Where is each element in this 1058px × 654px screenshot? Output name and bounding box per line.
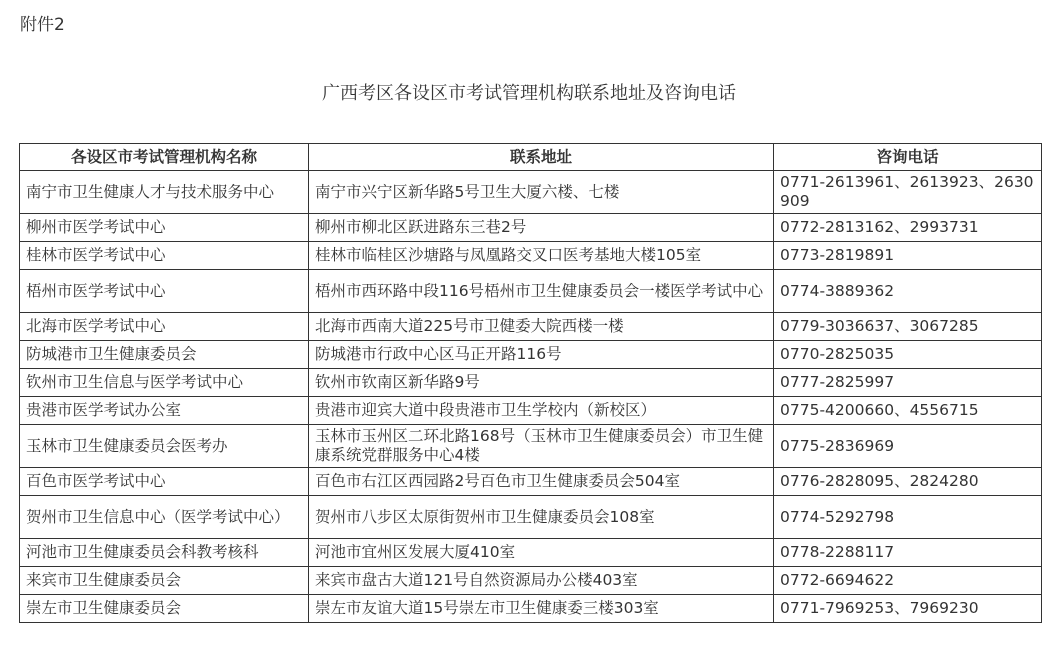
agency-name-cell: 柳州市医学考试中心 — [20, 214, 309, 242]
address-cell: 来宾市盘古大道121号自然资源局办公楼403室 — [309, 567, 774, 595]
agency-name-cell: 贵港市医学考试办公室 — [20, 397, 309, 425]
address-cell: 柳州市柳北区跃进路东三巷2号 — [309, 214, 774, 242]
agency-name-cell: 来宾市卫生健康委员会 — [20, 567, 309, 595]
attachment-label: 附件2 — [20, 15, 65, 35]
table-row — [20, 171, 1042, 214]
phone-cell: 0771-2613961、2613923、2630909 — [774, 171, 1042, 214]
agency-name-cell: 百色市医学考试中心 — [20, 468, 309, 496]
address-cell: 防城港市行政中心区马正开路116号 — [309, 341, 774, 369]
table-row — [20, 425, 1042, 468]
phone-cell: 0770-2825035 — [774, 341, 1042, 369]
phone-cell: 0778-2288117 — [774, 539, 1042, 567]
agency-name-cell: 防城港市卫生健康委员会 — [20, 341, 309, 369]
table-header-row — [20, 144, 1042, 171]
agency-name-cell: 崇左市卫生健康委员会 — [20, 595, 309, 623]
address-cell: 南宁市兴宁区新华路5号卫生大厦六楼、七楼 — [309, 171, 774, 214]
phone-cell: 0775-4200660、4556715 — [774, 397, 1042, 425]
address-cell: 贺州市八步区太原街贺州市卫生健康委员会108室 — [309, 496, 774, 539]
phone-cell: 0779-3036637、3067285 — [774, 313, 1042, 341]
address-cell: 百色市右江区西园路2号百色市卫生健康委员会504室 — [309, 468, 774, 496]
table-row — [20, 242, 1042, 270]
phone-cell: 0771-7969253、7969230 — [774, 595, 1042, 623]
table-row — [20, 369, 1042, 397]
agency-name-cell: 河池市卫生健康委员会科教考核科 — [20, 539, 309, 567]
table-row — [20, 270, 1042, 313]
table-row — [20, 341, 1042, 369]
document-title: 广西考区各设区市考试管理机构联系地址及咨询电话 — [322, 83, 736, 104]
agency-name-cell: 贺州市卫生信息中心（医学考试中心） — [20, 496, 309, 539]
agency-name-cell: 钦州市卫生信息与医学考试中心 — [20, 369, 309, 397]
address-cell: 北海市西南大道225号市卫健委大院西楼一楼 — [309, 313, 774, 341]
header-agency-name: 各设区市考试管理机构名称 — [20, 144, 309, 171]
header-address: 联系地址 — [309, 144, 774, 171]
table-row — [20, 496, 1042, 539]
agency-name-cell: 梧州市医学考试中心 — [20, 270, 309, 313]
header-phone: 咨询电话 — [774, 144, 1042, 171]
phone-cell: 0772-6694622 — [774, 567, 1042, 595]
address-cell: 桂林市临桂区沙塘路与凤凰路交叉口医考基地大楼105室 — [309, 242, 774, 270]
table-row — [20, 468, 1042, 496]
address-cell: 梧州市西环路中段116号梧州市卫生健康委员会一楼医学考试中心 — [309, 270, 774, 313]
table-row — [20, 595, 1042, 623]
agency-name-cell: 南宁市卫生健康人才与技术服务中心 — [20, 171, 309, 214]
agency-name-cell: 玉林市卫生健康委员会医考办 — [20, 425, 309, 468]
table-row — [20, 567, 1042, 595]
phone-cell: 0773-2819891 — [774, 242, 1042, 270]
agency-name-cell: 北海市医学考试中心 — [20, 313, 309, 341]
address-cell: 河池市宜州区发展大厦410室 — [309, 539, 774, 567]
phone-cell: 0775-2836969 — [774, 425, 1042, 468]
table-row — [20, 313, 1042, 341]
table-row — [20, 397, 1042, 425]
phone-cell: 0777-2825997 — [774, 369, 1042, 397]
table-row — [20, 214, 1042, 242]
address-cell: 崇左市友谊大道15号崇左市卫生健康委三楼303室 — [309, 595, 774, 623]
address-cell: 钦州市钦南区新华路9号 — [309, 369, 774, 397]
contacts-table — [19, 143, 1042, 623]
phone-cell: 0772-2813162、2993731 — [774, 214, 1042, 242]
address-cell: 玉林市玉州区二环北路168号（玉林市卫生健康委员会）市卫生健康系统党群服务中心4楼 — [309, 425, 774, 468]
phone-cell: 0774-3889362 — [774, 270, 1042, 313]
phone-cell: 0774-5292798 — [774, 496, 1042, 539]
address-cell: 贵港市迎宾大道中段贵港市卫生学校内（新校区） — [309, 397, 774, 425]
phone-cell: 0776-2828095、2824280 — [774, 468, 1042, 496]
agency-name-cell: 桂林市医学考试中心 — [20, 242, 309, 270]
table-row — [20, 539, 1042, 567]
